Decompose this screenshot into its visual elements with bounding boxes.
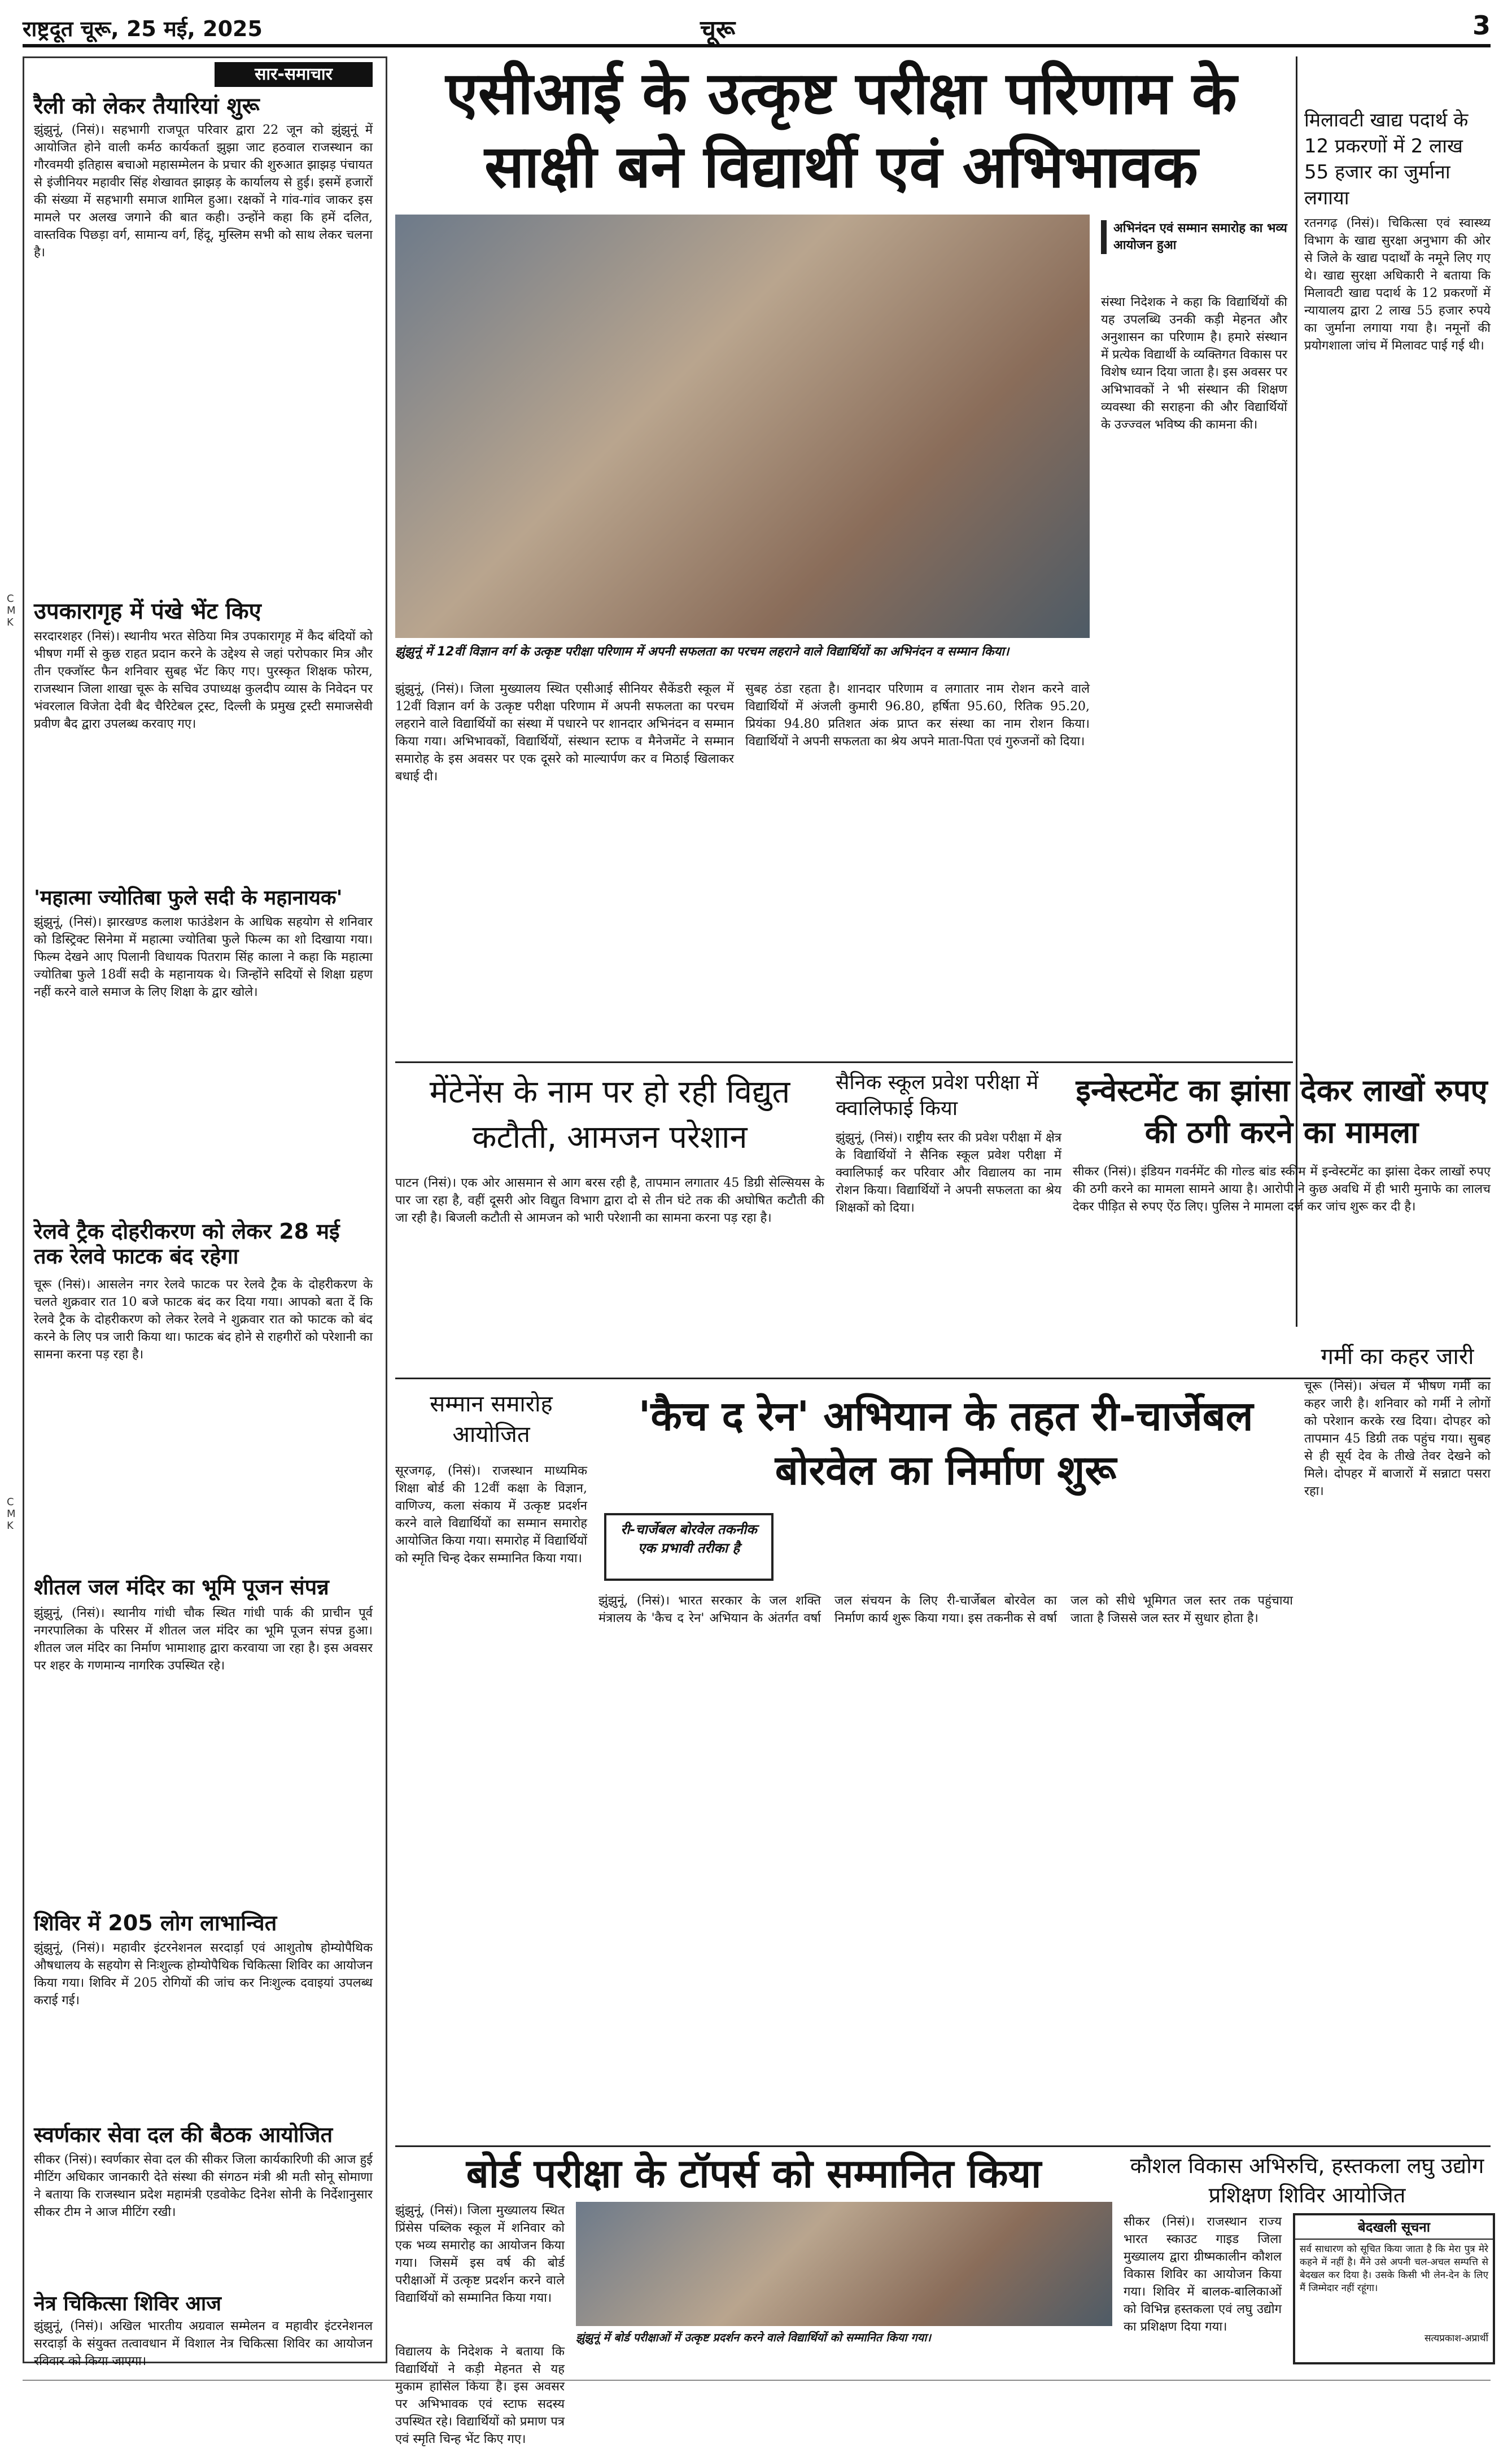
rain-side-headline: सम्मान समारोह आयोजित: [430, 1391, 553, 1448]
lead-tag: अभिनंदन एवं सम्मान समारोह का भव्य आयोजन हुआ: [1101, 220, 1294, 254]
toppers-body-2: विद्यालय के निदेशक ने बताया कि विद्यार्थियों ने कड़ी मेहनत से यह मुकाम हासिल किया है। इस अवसर पर अभिभावक एवं स्टाफ सदस्य उपस्थित रहे। विद्यार्थियों को प्रमाण पत्र एवं स्मृति चिन्ह भेंट किए गए।: [395, 2345, 565, 2446]
lead-photo-caption: झुंझुनूं में 12वीं विज्ञान वर्ग के उत्कृष्ट परीक्षा परिणाम में अपनी सफलता का परचम लहराने वाले विद्यार्थियों का अभिनंदन व सम्मान किया।: [395, 645, 1010, 659]
mid-body-1: पाटन (निसं)। एक ओर आसमान से आग बरस रही है, तापमान लगातार 45 डिग्री सेल्सियस के पार जा रहा है, वहीं दूसरी ओर विद्युत विभाग द्वारा दो से तीन घंटे तक की अघोषित कटौती की जा रही है। बिजली कटौती से आमजन को भारी परेशानी का सामना करना पड़ रहा है।: [395, 1176, 824, 1225]
toppers-headline: बोर्ड परीक्षा के टॉपर्स को सम्मानित किया: [466, 2150, 1042, 2197]
side-body-1: झुंझुनूं, (निसं)। सहभागी राजपूत परिवार द्वारा 22 जून को झुंझुनूं में आयोजित होने वाली कर्मठ कार्यकर्ता झुझा जाट हठवाल राजस्थान का गौरवमयी इतिहास बचाओ महासम्मेलन के प्रचार की शुरुआत झाझड़ पंचायत से इंजीनियर महावीर सिंह शेखावत झाझड़ के कार्यालय से हुई। इसमें हजारों की संख्या में सहभागी समाज शामिल हुआ। रक्षकों ने गांव-गांव जाकर इस मामले पर अलख जगाने की बात कही। उन्होंने कहा कि हमें दलित, वास्तविक पिछड़ा वर्ग, सामान्य वर्ग, हिंदू, मुस्लिम सभी को साथ लेकर चलना है।: [34, 123, 373, 260]
notice-signature: सत्यप्रकाश-अप्रार्थी: [1424, 2333, 1488, 2344]
mid-body-2: झुंझुनूं, (निसं)। राष्ट्रीय स्तर की प्रवेश परीक्षा में क्षेत्र के विद्यार्थियों ने सैनिक स्कूल प्रवेश परीक्षा में क्वालिफाई कर परिवार और विद्यालय का नाम रोशन किया। विद्यार्थियों ने अपनी सफलता का श्रेय शिक्षकों को दिया।: [836, 1131, 1061, 1215]
sidebar-heading: सार-समाचार: [215, 62, 373, 87]
notice-body: सर्व साधारण को सूचित किया जाता है कि मेरा पुत्र मेरे कहने में नहीं है। मैंने उसे अपनी चल-अचल सम्पत्ति से बेदखल कर दिया है। उसके किसी भी लेन-देन के लिए मैं जिम्मेदार नहीं रहूंगा।: [1300, 2244, 1488, 2294]
lead-body-col4: संस्था निदेशक ने कहा कि विद्यार्थियों की यह उपलब्धि उनकी कड़ी मेहनत और अनुशासन का परिणाम है। हमारे संस्थान में प्रत्येक विद्यार्थी के व्यक्तिगत विकास पर विशेष ध्यान दिया जाता है। इस अवसर पर अभिभावकों ने भी संस्थान की शिक्षण व्यवस्था की सराहना की और विद्यार्थियों के उज्ज्वल भविष्य की कामना की।: [1101, 295, 1287, 432]
header-city: चूरू: [700, 15, 736, 44]
side-headline-6: शिविर में 205 लोग लाभान्वित: [34, 1911, 277, 1935]
mid-body-3: सीकर (निसं)। इंडियन गवर्नमेंट की गोल्ड बांड स्कीम में इन्वेस्टमेंट का झांसा देकर लाखों रुपए की ठगी करने का मामला सामने आया है। आरोपी ने कुछ अवधि में ही भारी मुनाफे का लालच देकर पीड़ित से रुपए ऐंठ लिए। पुलिस ने मामला दर्ज कर जांच शुरू कर दी है।: [1073, 1165, 1491, 1214]
rain-headline: 'कैच द रेन' अभियान के तहत री-चार्जेबल बोरवेल का निर्माण शुरू: [638, 1392, 1253, 1494]
skill-body: सीकर (निसं)। राजस्थान राज्य भारत स्काउट गाइड जिला मुख्यालय द्वारा ग्रीष्मकालीन कौशल विकास शिविर का आयोजन किया गया। शिविर में बालक-बालिकाओं को विभिन्न हस्तकला एवं लघु उद्योग का प्रशिक्षण दिया गया।: [1124, 2215, 1282, 2334]
reg-mark-cmk: C M K: [7, 593, 16, 628]
page-header: [23, 10, 1491, 47]
lead-body-col1: झुंझुनूं, (निसं)। जिला मुख्यालय स्थित एसीआई सीनियर सैकेंडरी स्कूल में 12वीं विज्ञान वर्ग के उत्कृष्ट परीक्षा परिणाम में अपनी सफलता का परचम लहराने वाले विद्यार्थियों का संस्था में पधारने पर शानदार अभिनंदन व सम्मान किया गया। अभिभावकों, विद्यार्थियों, संस्थान स्टाफ व मैनेजमेंट ने सम्मान समारोह के इस अवसर पर एक दूसरे को माल्यार्पण कर व मिठाई खिलाकर बधाई दी।: [395, 682, 734, 784]
rain-side-body: सूरजगढ़, (निसं)। राजस्थान माध्यमिक शिक्षा बोर्ड की 12वीं कक्षा के विज्ञान, वाणिज्य, कला संकाय में उत्कृष्ट प्रदर्शन करने वाले विद्यार्थियों का सम्मान समारोह आयोजित किया गया। समारोह में विद्यार्थियों को स्मृति चिन्ह देकर सम्मानित किया गया।: [395, 1464, 587, 1566]
toppers-body-1: झुंझुनूं, (निसं)। जिला मुख्यालय स्थित प्रिंसेस पब्लिक स्कूल में शनिवार को एक भव्य समारोह का आयोजन किया गया। जिसमें इस वर्ष की बोर्ड परीक्षाओं में उत्कृष्ट प्रदर्शन करने वाले विद्यार्थियों को सम्मानित किया गया।: [395, 2204, 565, 2305]
mid-headline-2: सैनिक स्कूल प्रवेश परीक्षा में क्वालिफाई किया: [836, 1071, 1039, 1120]
lead-photo: [395, 215, 1090, 638]
side-body-4: चूरू (निसं)। आसलेन नगर रेलवे फाटक पर रेलवे ट्रैक के दोहरीकरण के चलते शुक्रवार रात 10 बजे फाटक बंद कर दिया गया। आपको बता दें कि रेलवे ट्रैक के दोहरीकरण को लेकर रेलवे ने शुक्रवार रात को फाटक को बंद करने के लिए पत्र जारी किया था। फाटक बंद होने से राहगीरों को परेशानी का सामना करना पड़ रहा है।: [34, 1278, 373, 1362]
lead-headline: एसीआई के उत्कृष्ट परीक्षा परिणाम के साक्षी बने विद्यार्थी एवं अभिभावक: [445, 59, 1237, 201]
toppers-photo-caption: झुंझुनूं में बोर्ड परीक्षाओं में उत्कृष्ट प्रदर्शन करने वाले विद्यार्थियों को सम्मानित किया गया।: [576, 2331, 931, 2344]
lead-body-col2: सुबह ठंडा रहता है। शानदार परिणाम व लगातार नाम रोशन करने वाले विद्यार्थियों में अंजली कुमारी 96.80, हर्षिता 95.60, रितिक 95.20, प्रियंका 94.80 प्रतिशत अंक प्राप्त कर संस्था का नाम रोशन किया। विद्यार्थियों ने अपनी सफलता का श्रेय अपने माता-पिता एवं गुरुजनों को दिया।: [745, 682, 1090, 749]
skill-headline: कौशल विकास अभिरुचि, हस्तकला लघु उद्योग प्रशिक्षण शिविर आयोजित: [1130, 2153, 1484, 2207]
mid-headline-3: इन्वेस्टमेंट का झांसा देकर लाखों रुपए की ठगी करने का मामला: [1076, 1073, 1488, 1150]
reg-mark-cmk: C M K: [7, 1496, 16, 1532]
side-headline-8: नेत्र चिकित्सा शिविर आज: [34, 2292, 221, 2315]
side-body-3: झुंझुनूं, (निसं)। झारखण्ड कलाश फाउंडेशन के आधिक सहयोग से शनिवार को डिस्ट्रिक्ट सिनेमा में महात्मा ज्योतिबा फुले फिल्म का शो दिखाया गया। फिल्म देखने आए पिलानी विधायक पितराम सिंह काला ने कहा कि महात्मा ज्योतिबा फुले 18वीं सदी के महानायक थे। जिन्होंने सदियों से शिक्षा ग्रहण नहीं करने वाले समाज के लिए शिक्षा के द्वार खोले।: [34, 915, 373, 999]
heat-headline: गर्मी का कहर जारी: [1321, 1344, 1474, 1370]
side-headline-3: 'महात्मा ज्योतिबा फुले सदी के महानायक': [34, 886, 343, 910]
side-body-5: झुंझुनूं, (निसं)। स्थानीय गांधी चौक स्थित गांधी पार्क की प्राचीन पूर्व नगरपालिका के परिसर में शीतल जल मंदिर का भूमि पूजन संपन्न हुआ। शीतल जल मंदिर का निर्माण भामाशाह द्वारा करवाया जा रहा है। इस अवसर पर शहर के गणमान्य नागरिक उपस्थित रहे।: [34, 1606, 373, 1673]
side-headline-5: शीतल जल मंदिर का भूमि पूजन संपन्न: [34, 1575, 329, 1599]
side-body-6: झुंझुनूं, (निसं)। महावीर इंटरनेशनल सरदार्ड़ा एवं आशुतोष होम्योपैथिक औषधालय के सहयोग से निःशुल्क होम्योपैथिक चिकित्सा शिविर का आयोजन किया गया। शिविर में 205 रोगियों की जांच कर निःशुल्क दवाइयां उपलब्ध कराई गई।: [34, 1941, 373, 2008]
eviction-notice: [1293, 2213, 1495, 2364]
side-body-7: सीकर (निसं)। स्वर्णकार सेवा दल की सीकर जिला कार्यकारिणी की आज हुई मीटिंग अधिकार जानकारी देते संस्था की संगठन मंत्री श्री मती सोनू सोमाणा ने बताया कि राजस्थान प्रदेश महामंत्री एडवोकेट दिनेश सोनी के निर्देशानुसार सीकर टीम ने आज मीटिंग रखी।: [34, 2153, 373, 2219]
toppers-photo: [576, 2202, 1112, 2326]
rain-pullquote: री-चार्जेबल बोरवेल तकनीक एक प्रभावी तरीका है: [604, 1513, 774, 1581]
notice-title: बेदखली सूचना: [1295, 2215, 1493, 2240]
right-headline-1: मिलावटी खाद्य पदार्थ के 12 प्रकरणों में 2 लाख 55 हजार का जुर्माना लगाया: [1304, 109, 1469, 209]
side-body-2: सरदारशहर (निसं)। स्थानीय भरत सेठिया मित्र उपकारागृह में कैद बंदियों को भीषण गर्मी से कुछ राहत प्रदान करने के उद्देश्य से जहां परोपकार मित्र और तीन एक्जॉस्ट फैन शनिवार सुबह भेंट किए गए। पुरस्कृत शिक्षक फोरम, राजस्थान जिला शाखा चूरू के सचिव उपाध्यक्ष कुलदीप व्यास के निवेदन पर भंवरलाल विजेता देवी बैद चैरिटेबल ट्रस्ट, दिल्ली के प्रमुख ट्रस्टी समाजसेवी प्रवीण बैद द्वारा उपलब्ध करवाए गए।: [34, 630, 373, 731]
right-body-1: रतनगढ़ (निसं)। चिकित्सा एवं स्वास्थ्य विभाग के खाद्य सुरक्षा अनुभाग की ओर से जिले के खाद्य पदार्थों के नमूने लिए गए थे। खाद्य सुरक्षा अधिकारी ने बताया कि मिलावटी खाद्य पदार्थ के 12 प्रकरणों में न्यायालय द्वारा 2 लाख 55 हजार रुपये का जुर्माना लगाया गया है। नमूनों की प्रयोगशाला जांच में मिलावट पाई गई थी।: [1304, 216, 1491, 353]
page-number: 3: [1472, 10, 1491, 41]
side-headline-2: उपकारागृह में पंखे भेंट किए: [34, 598, 261, 624]
side-headline-7: स्वर्णकार सेवा दल की बैठक आयोजित: [34, 2122, 333, 2147]
side-headline-1: रैली को लेकर तैयारियां शुरू: [34, 93, 260, 119]
section-rule: [395, 1061, 1293, 1063]
heat-body: चूरू (निसं)। अंचल में भीषण गर्मी का कहर जारी है। शनिवार को गर्मी ने लोगों को परेशान करके रख दिया। दोपहर को तापमान 45 डिग्री तक पहुंच गया। सुबह से ही सूर्य देव के तीखे तेवर देखने को मिले। दोपहर में बाजारों में सन्नाटा पसरा रहा।: [1304, 1379, 1491, 1498]
section-rule: [395, 2145, 1491, 2147]
side-body-8: झुंझुनूं, (निसं)। अखिल भारतीय अग्रवाल सम्मेलन व महावीर इंटरनेशनल सरदार्ड़ा के संयुक्त तत्वावधान में विशाल नेत्र चिकित्सा शिविर का आयोजन रविवार को किया जाएगा।: [34, 2319, 373, 2368]
side-headline-4: रेलवे ट्रैक दोहरीकरण को लेकर 28 मई तक रेलवे फाटक बंद रहेगा: [34, 1219, 340, 1269]
mid-headline-1: मेंटेनेंस के नाम पर हो रही विद्युत कटौती, आमजन परेशान: [429, 1074, 790, 1156]
rain-body: झुंझुनूं, (निसं)। भारत सरकार के जल शक्ति मंत्रालय के 'कैच द रेन' अभियान के अंतर्गत वर्षा जल संचयन के लिए री-चार्जेबल बोरवेल का निर्माण कार्य शुरू किया गया। इस तकनीक से वर्षा जल को सीधे भूमिगत जल स्तर तक पहुंचाया जाता है जिससे जल स्तर में सुधार होता है।: [598, 1594, 1293, 1625]
header-date: राष्ट्रदूत चूरू, 25 मई, 2025: [23, 16, 263, 41]
footer-rule: [23, 2380, 1491, 2383]
